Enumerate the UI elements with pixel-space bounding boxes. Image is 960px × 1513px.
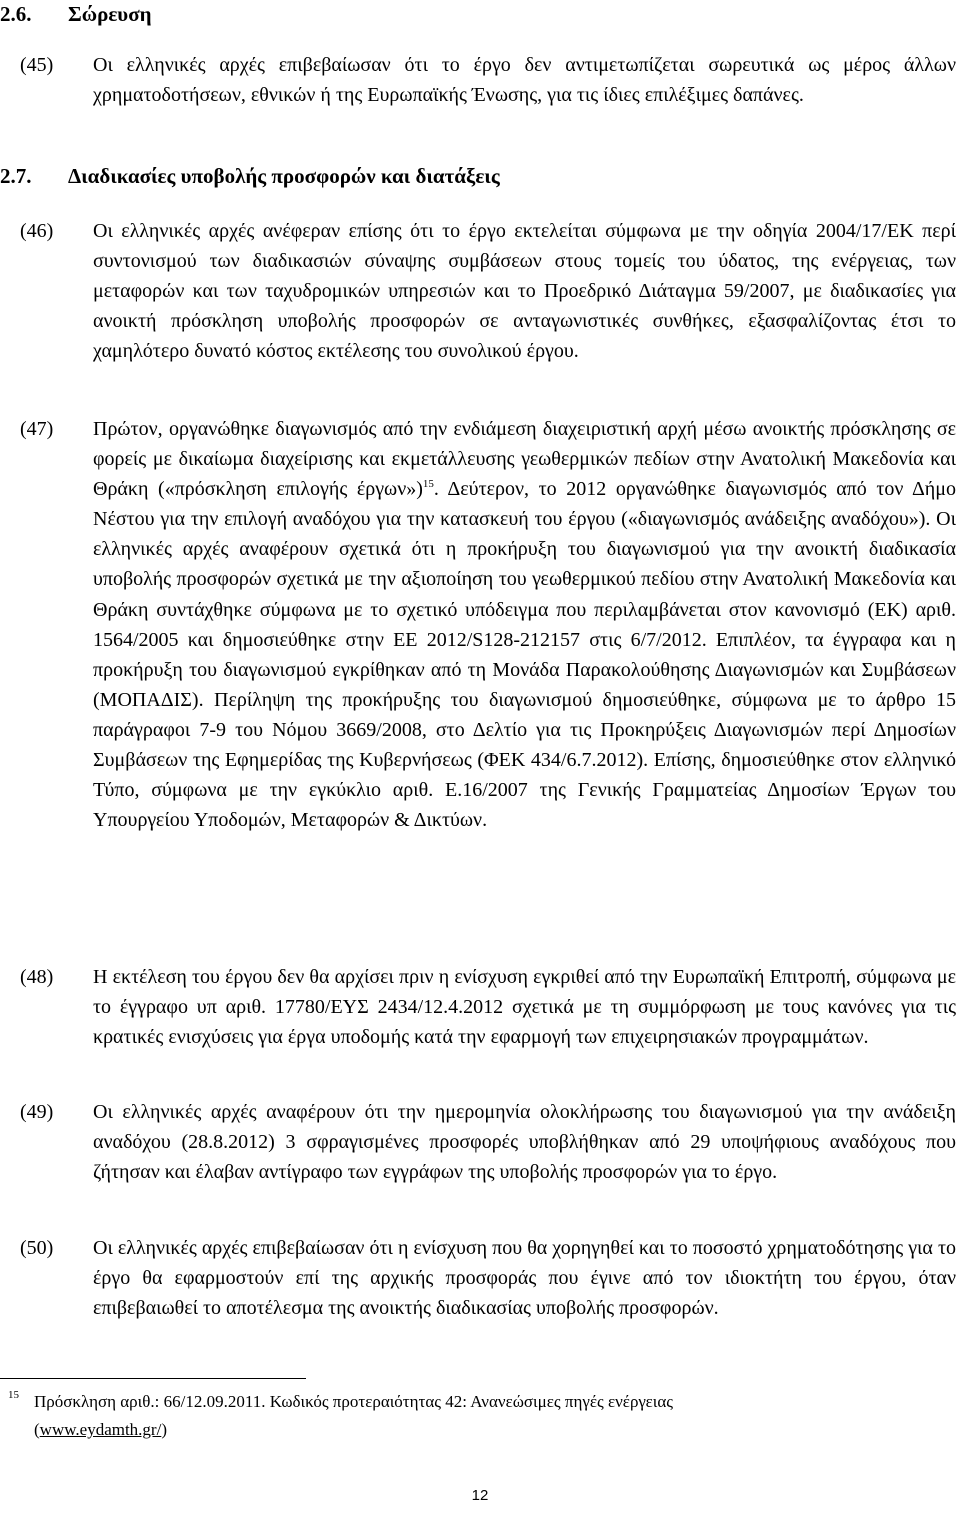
footnote-link[interactable]: www.eydamth.gr/ — [39, 1420, 162, 1439]
paragraph-number: (46) — [20, 220, 54, 242]
footnote-link-close: ) — [161, 1420, 167, 1439]
page-number: 12 — [471, 1487, 489, 1504]
section-title: Σώρευση — [68, 2, 152, 26]
paragraph-50 — [0, 1233, 956, 1323]
paragraph-number: (45) — [20, 54, 54, 76]
paragraph-text-part: Πρώτον, οργανώθηκε διαγωνισμός από την ενδιάμεση διαχειριστική αρχή μέσω ανοικτής πρόσκλησης σε φορείς με δικαίωμα διαχείρισης και εκμετάλλευσης γεωθερμικών πεδίων στην Ανατολική Μακεδονία και Θράκη («πρόσκληση επιλογής έργων») — [93, 418, 956, 501]
paragraph-number: (50) — [20, 1237, 54, 1259]
footnote-separator — [0, 1378, 306, 1379]
paragraph-47 — [0, 414, 956, 835]
section-number: 2.7. — [0, 164, 32, 188]
paragraph-number: (49) — [20, 1101, 54, 1123]
section-title: Διαδικασίες υποβολής προσφορών και διατάξεις — [68, 164, 500, 188]
footnote-mark: 15 — [8, 1389, 19, 1401]
paragraph-text: Οι ελληνικές αρχές επιβεβαίωσαν ότι η ενίσχυση που θα χορηγηθεί και το ποσοστό χρηματοδότησης για το έργο θα εφαρμοστούν επί της αρχικής προσφοράς που έγινε από τον ιδιοκτήτη του έργου, όταν επιβεβαιωθεί το αποτέλεσμα της ανοικτής διαδικασίας υποβολής προσφορών. — [93, 1237, 956, 1320]
paragraph-46 — [0, 216, 956, 366]
section-heading-2-6 — [0, 0, 152, 28]
paragraph-45 — [0, 50, 956, 110]
section-heading-2-7 — [0, 162, 500, 190]
paragraph-number: (47) — [20, 418, 54, 440]
paragraph-text-part: . Δεύτερον, το 2012 οργανώθηκε διαγωνισμός από τον Δήμο Νέστου για την επιλογή αναδόχου για την κατασκευή του έργου («διαγωνισμός ανάδειξης αναδόχου»). Οι ελληνικές αρχές αναφέρουν σχετικά ότι η προκήρυξη του διαγωνισμού για την ανοικτή διαδικασία υποβολής προσφορών σχετικά με την αξιοποίηση του γεωθερμικού πεδίου στην Ανατολική Μακεδονία και Θράκη συντάχθηκε σύμφωνα με το σχετικό υπόδειγμα που περιλαμβάνεται στον κανονισμό (ΕΚ) αριθ. 1564/2005 και δημοσιεύθηκε στην ΕΕ 2012/S128-212157 στις 6/7/2012. Επιπλέον, τα έγγραφα και η προκήρυξη του διαγωνισμού εγκρίθηκαν από τη Μονάδα Παρακολούθησης Διαγωνισμών και Συμβάσεων (ΜΟΠΑΔΙΣ). Περίληψη της προκήρυξης του διαγωνισμού δημοσιεύθηκε, σύμφωνα με το άρθρο 15 παράγραφοι 7-9 του Νόμου 3669/2008, στο Δελτίο για τις Προκηρύξεις Διαγωνισμών περί Δημοσίων Συμβάσεων της Εφημερίδας της Κυβερνήσεως (ΦΕΚ 434/6.7.2012). Επίσης, δημοσιεύθηκε στον ελληνικό Τύπο, σύμφωνα με την εγκύκλιο αριθ. Ε.16/2007 της Γενικής Γραμματείας Δημοσίων Έργων του Υπουργείου Υποδομών, Μεταφορών & Δικτύων. — [93, 478, 956, 832]
paragraph-text: Οι ελληνικές αρχές ανέφεραν επίσης ότι το έργο εκτελείται σύμφωνα με την οδηγία 2004/17/ΕΚ περί συντονισμού των διαδικασιών σύναψης συμβάσεων στους τομείς του ύδατος, της ενέργειας, των μεταφορών και των ταχυδρομικών υπηρεσιών και το Προεδρικό Διάταγμα 59/2007, με διαδικασίες για ανοικτή πρόσκληση υποβολής προσφορών σε ανταγωνιστικές συνθήκες, εξασφαλίζοντας έτσι το χαμηλότερο δυνατό κόστος εκτέλεσης του συνολικού έργου. — [93, 220, 956, 363]
footnote-reference[interactable]: 15 — [422, 478, 434, 491]
paragraph-text: Οι ελληνικές αρχές επιβεβαίωσαν ότι το έργο δεν αντιμετωπίζεται σωρευτικά ως μέρος άλλων χρηματοδοτήσεων, εθνικών ή της Ευρωπαϊκής Ένωσης, για τις ίδιες επιλέξιμες δαπάνες. — [93, 54, 956, 107]
footnote-link-open: ( — [34, 1420, 40, 1439]
paragraph-text — [93, 414, 956, 835]
paragraph-text: Η εκτέλεση του έργου δεν θα αρχίσει πριν η ενίσχυση εγκριθεί από την Ευρωπαϊκή Επιτροπή, σύμφωνα με το έγγραφο υπ αριθ. 17780/ΕΥΣ 2434/12.4.2012 σχετικά με τη συμμόρφωση με τους κανόνες για τις κρατικές ενισχύσεις για έργα υποδομής κατά την εφαρμογή των επιχειρησιακών προγραμμάτων. — [93, 966, 956, 1049]
paragraph-49 — [0, 1097, 956, 1187]
paragraph-48 — [0, 962, 956, 1052]
footnote — [0, 1388, 940, 1444]
paragraph-number: (48) — [20, 966, 54, 988]
section-number: 2.6. — [0, 2, 32, 26]
footnote-text — [34, 1388, 940, 1444]
paragraph-text: Οι ελληνικές αρχές αναφέρουν ότι την ημερομηνία ολοκλήρωσης του διαγωνισμού για την ανάδειξη αναδόχου (28.8.2012) 3 σφραγισμένες προσφορές υποβλήθηκαν από 29 υποψήφιους αναδόχους που ζήτησαν και έλαβαν αντίγραφο των εγγράφων της υποβολής προσφορών για το έργο. — [93, 1101, 956, 1184]
footnote-body: Πρόσκληση αριθ.: 66/12.09.2011. Κωδικός προτεραιότητας 42: Ανανεώσιμες πηγές ενέργειας — [34, 1392, 673, 1411]
